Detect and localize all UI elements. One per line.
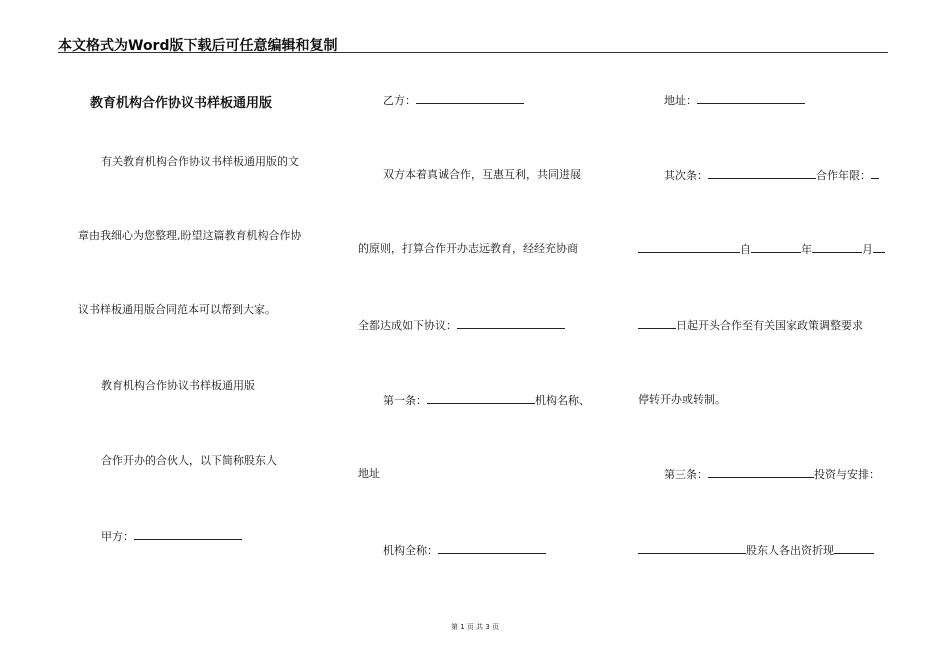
capital-row — [638, 543, 874, 558]
article-2-suffix: 合作年限： — [816, 169, 871, 182]
article-1-label: 第一条： — [383, 394, 427, 407]
article-3-row — [664, 467, 880, 482]
intro-line-2: 章由我细心为您整理,盼望这篇教育机构合作协 — [78, 229, 302, 242]
article-3-suffix: 投资与安排： — [814, 468, 880, 481]
date-month-blank — [812, 242, 862, 253]
stop-line: 停转开办或转制。 — [638, 393, 726, 406]
article-2-tail-blank — [871, 168, 879, 179]
agreement-line-3-row — [358, 318, 565, 333]
article-1-blank — [427, 393, 535, 404]
article-2-label: 其次条： — [664, 169, 708, 182]
article-3-label: 第三条： — [664, 468, 708, 481]
party-a-blank — [134, 529, 242, 540]
agreement-line-3-blank — [457, 318, 565, 329]
intro-line-3: 议书样板通用版合同范本可以帮到大家。 — [78, 303, 276, 316]
header-divider — [58, 52, 888, 53]
date-lead-blank — [638, 242, 740, 253]
subtitle-line: 教育机构合作协议书样板通用版 — [101, 379, 255, 392]
address-label: 地址： — [664, 94, 697, 107]
date-month-label: 月 — [862, 243, 873, 256]
party-a-label: 甲方： — [101, 530, 134, 543]
address-row — [664, 93, 805, 108]
capital-text: 股东人各出资折现 — [746, 544, 834, 557]
date-day-blank — [873, 242, 885, 253]
start-day-blank — [638, 318, 676, 329]
address-line: 地址 — [358, 467, 380, 480]
full-name-row — [383, 543, 546, 558]
date-year-label: 年 — [801, 243, 812, 256]
start-date-row — [638, 318, 863, 333]
party-b-label: 乙方： — [383, 94, 416, 107]
capital-tail-blank — [834, 543, 874, 554]
partners-line: 合作开办的合伙人，以下简称股东人 — [101, 454, 277, 467]
party-b-row — [383, 93, 524, 108]
document-header: 本文格式为Word版下载后可任意编辑和复制 — [58, 38, 338, 54]
date-year-blank — [751, 242, 801, 253]
address-blank — [697, 93, 805, 104]
date-from-label: 自 — [740, 243, 751, 256]
agreement-line-2: 的原则，打算合作开办志远教育，经经充协商 — [358, 242, 578, 255]
party-b-blank — [416, 93, 524, 104]
full-name-label: 机构全称： — [383, 544, 438, 557]
date-row — [638, 242, 885, 257]
agreement-line-1: 双方本着真诚合作，互惠互利，共同进展 — [383, 168, 581, 181]
capital-lead-blank — [638, 543, 746, 554]
article-1-row — [383, 393, 590, 408]
intro-line-1: 有关教育机构合作协议书样板通用版的文 — [101, 155, 299, 168]
article-2-blank — [708, 168, 816, 179]
article-3-blank — [708, 467, 814, 478]
party-a-row — [101, 529, 242, 544]
start-date-text: 日起开头合作至有关国家政策调整要求 — [676, 319, 863, 332]
full-name-blank — [438, 543, 546, 554]
article-1-suffix: 机构名称、 — [535, 394, 590, 407]
document-title: 教育机构合作协议书样板通用版 — [90, 96, 273, 111]
page-number: 第 1 页 共 3 页 — [450, 623, 500, 631]
article-2-row — [664, 168, 879, 183]
agreement-line-3-label: 全都达成如下协议： — [358, 319, 457, 332]
